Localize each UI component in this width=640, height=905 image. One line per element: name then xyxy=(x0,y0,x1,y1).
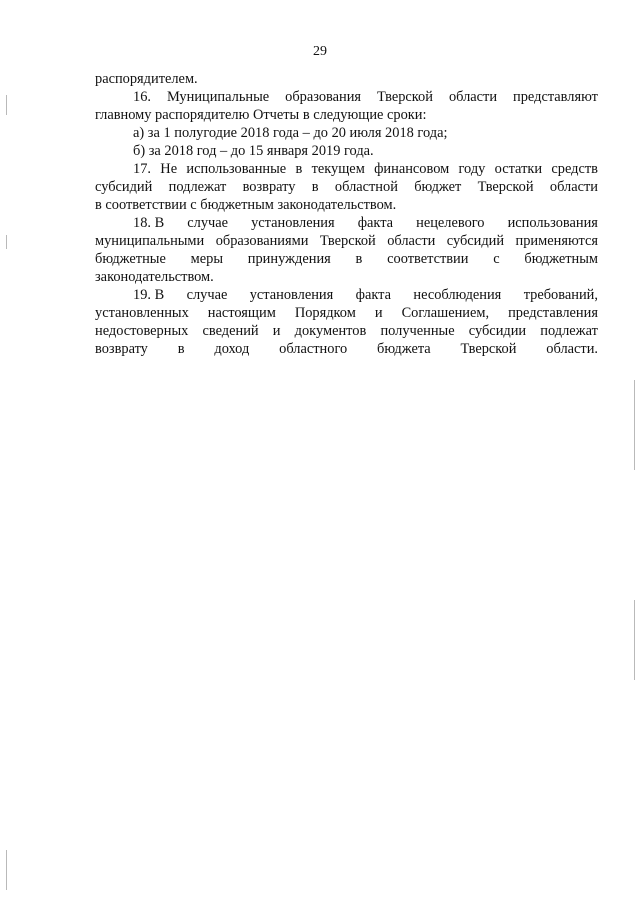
list-item-a: а) за 1 полугодие 2018 года – до 20 июля 2018 года; xyxy=(133,125,448,141)
word: в xyxy=(311,179,319,195)
paragraph-17-line-3: в соответствии с бюджетным законодательством. xyxy=(95,197,397,213)
word: области xyxy=(387,233,436,249)
word: доход xyxy=(214,341,250,357)
word: в xyxy=(355,251,363,267)
word: средств xyxy=(551,161,598,177)
text-line-continuation: распорядителем. xyxy=(95,71,198,87)
word: Тверской xyxy=(460,341,517,357)
paragraph-16-line-2: главному распорядителю Отчеты в следующие сроки: xyxy=(95,107,427,123)
word: недостоверных xyxy=(95,323,189,339)
word: установления xyxy=(251,215,335,231)
word: использования xyxy=(507,215,598,231)
paragraph-19-line-1 xyxy=(95,286,598,304)
word: 16. xyxy=(133,89,151,105)
word: Порядком xyxy=(294,305,356,321)
paragraph-17-line-1 xyxy=(95,160,598,178)
word: субсидий xyxy=(446,233,505,249)
paragraph-18-line-3 xyxy=(95,250,598,268)
word: представляют xyxy=(513,89,598,105)
word: Не xyxy=(160,161,178,177)
word: факта xyxy=(355,287,391,303)
word: 18. В xyxy=(133,215,165,231)
scan-artifact-right xyxy=(634,600,635,680)
word: документов xyxy=(294,323,367,339)
paragraph-17-line-2 xyxy=(95,178,598,196)
paragraph-19-line-2 xyxy=(95,304,598,322)
word: Соглашением, xyxy=(401,305,490,321)
word: случае xyxy=(186,287,228,303)
scan-artifact-left xyxy=(6,235,7,249)
word: субсидий xyxy=(95,179,153,195)
paragraph-18-line-2 xyxy=(95,232,598,250)
word: сведений xyxy=(202,323,259,339)
word: случае xyxy=(187,215,229,231)
word: использованные xyxy=(186,161,287,177)
word: текущем xyxy=(311,161,365,177)
word: 19. В xyxy=(133,287,165,303)
word: несоблюдения xyxy=(413,287,502,303)
paragraph-18-line-1 xyxy=(95,214,598,232)
word: области. xyxy=(546,341,598,357)
word: установленных xyxy=(95,305,189,321)
page-number: 29 xyxy=(313,44,327,59)
word: нецелевого xyxy=(416,215,485,231)
list-item-b: б) за 2018 год – до 15 января 2019 года. xyxy=(133,143,374,159)
word: бюджет xyxy=(414,179,462,195)
word: подлежат xyxy=(168,179,227,195)
word: подлежат xyxy=(540,323,598,339)
word: в xyxy=(177,341,185,357)
word: образования xyxy=(285,89,362,105)
paragraph-19-line-4 xyxy=(95,340,598,358)
word: и xyxy=(272,323,281,339)
paragraph-18-line-4: законодательством. xyxy=(95,269,214,285)
word: Тверской xyxy=(377,89,433,105)
word: бюджетные xyxy=(95,251,166,267)
word: требований, xyxy=(523,287,598,303)
word: бюджета xyxy=(377,341,431,357)
scan-artifact-left xyxy=(6,95,7,115)
word: Тверской xyxy=(319,233,376,249)
word: принуждения xyxy=(247,251,331,267)
word: соответствии xyxy=(387,251,469,267)
word: настоящим xyxy=(207,305,276,321)
word: представления xyxy=(508,305,598,321)
word: применяются xyxy=(515,233,598,249)
word: бюджетным xyxy=(524,251,598,267)
word: полученные xyxy=(380,323,455,339)
word: областной xyxy=(334,179,398,195)
word: в xyxy=(295,161,303,177)
word: муниципальными xyxy=(95,233,205,249)
word: Муниципальные xyxy=(166,89,270,105)
word: установления xyxy=(249,287,334,303)
word: возврату xyxy=(242,179,296,195)
document-body xyxy=(95,70,598,358)
word: образованиями xyxy=(215,233,309,249)
word: 17. xyxy=(133,161,151,177)
word: с xyxy=(493,251,500,267)
scan-artifact-right xyxy=(634,380,635,470)
scan-artifact-left xyxy=(6,850,7,890)
word: году xyxy=(458,161,486,177)
word: области xyxy=(549,179,598,195)
word: области xyxy=(448,89,498,105)
word: остатки xyxy=(494,161,543,177)
word: факта xyxy=(357,215,394,231)
word: областного xyxy=(279,341,348,357)
paragraph-19-line-3 xyxy=(95,322,598,340)
word: Тверской xyxy=(477,179,534,195)
paragraph-16-line-1 xyxy=(95,88,598,106)
word: меры xyxy=(190,251,223,267)
word: возврату xyxy=(95,341,148,357)
word: и xyxy=(374,305,383,321)
word: финансовом xyxy=(374,161,450,177)
word: субсидии xyxy=(468,323,527,339)
